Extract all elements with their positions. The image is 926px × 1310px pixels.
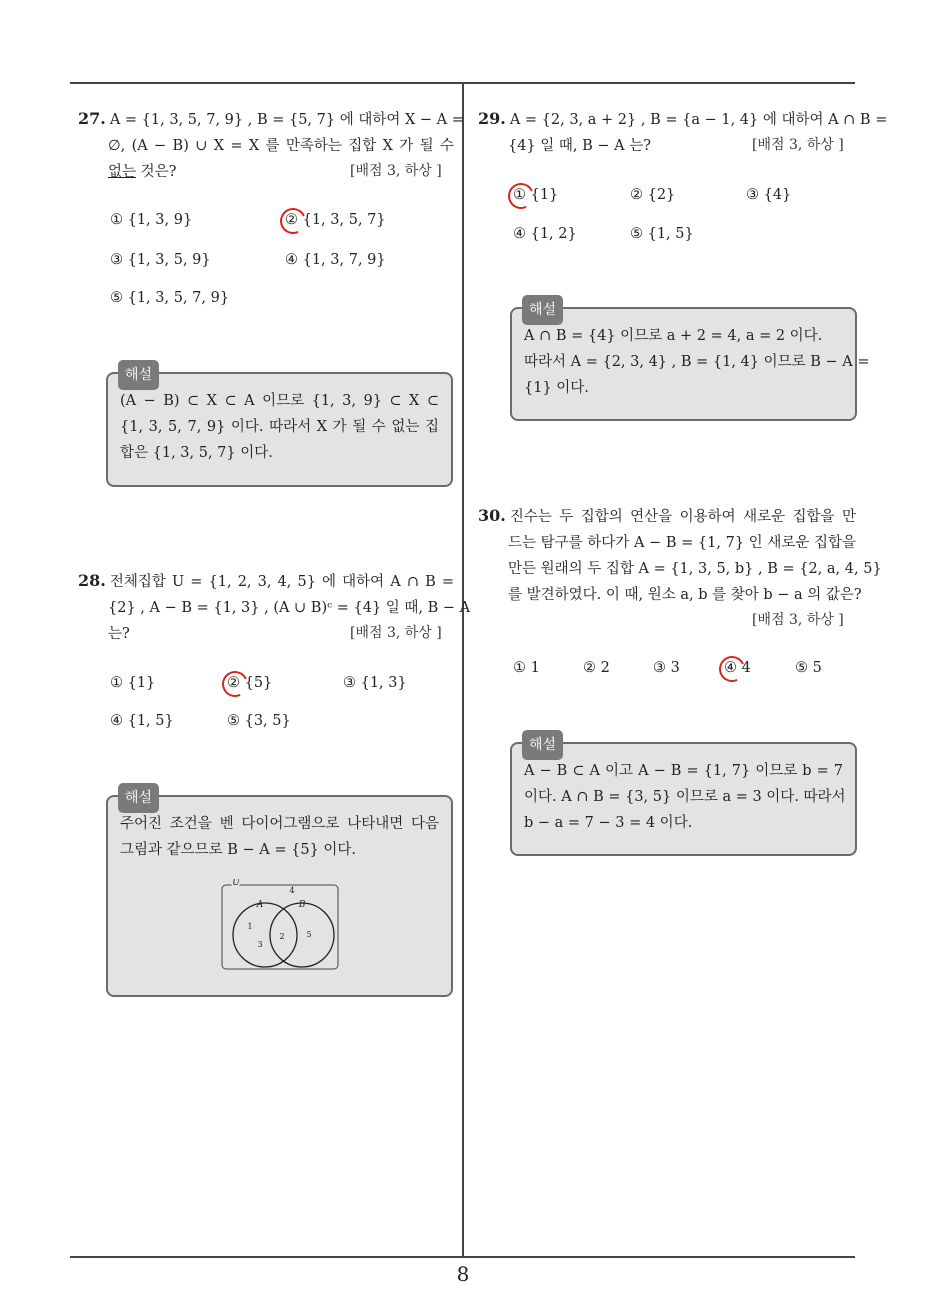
choice-3[interactable]: ③ {1, 3} xyxy=(343,675,407,691)
venn-label-B: B xyxy=(298,900,306,910)
solution-box xyxy=(106,367,453,487)
choice-1[interactable]: ① {1, 3, 9} xyxy=(110,212,193,228)
venn-value-a-only: 1 xyxy=(247,922,253,931)
solution-line: (A − B) ⊂ X ⊂ A 이므로 {1, 3, 9} ⊂ X ⊂ xyxy=(120,393,439,409)
choice-2[interactable]: ② {5} xyxy=(227,675,272,691)
venn-value-intersection: 2 xyxy=(279,932,285,941)
venn-diagram xyxy=(220,879,342,971)
answer-circle-icon xyxy=(218,667,251,700)
choice-4[interactable]: ④ {1, 3, 7, 9} xyxy=(285,252,386,268)
choice-5[interactable]: ⑤ {1, 5} xyxy=(630,226,694,242)
choice-4[interactable]: ④ {1, 2} xyxy=(513,226,577,242)
solution-line: {1, 3, 5, 7, 9} 이다. 따라서 X 가 될 수 없는 집 xyxy=(120,419,439,435)
center-divider xyxy=(462,82,464,1257)
question-number: 29. xyxy=(478,109,506,128)
question-line: 것은? xyxy=(136,164,177,180)
choice-4[interactable]: ④ {1, 5} xyxy=(110,713,174,729)
solution-line: A ∩ B = {4} 이므로 a + 2 = 4, a = 2 이다. xyxy=(524,328,823,344)
question-line: A = {1, 3, 5, 7, 9} , B = {5, 7} 에 대하여 X − A = xyxy=(109,112,464,128)
question-line: A = {2, 3, a + 2} , B = {a − 1, 4} 에 대하여 A ∩ B = xyxy=(509,112,888,128)
venn-value-outside: 4 xyxy=(289,886,295,895)
solution-line: 이다. A ∩ B = {3, 5} 이므로 a = 3 이다. 따라서 xyxy=(524,789,846,805)
solution-line: 합은 {1, 3, 5, 7} 이다. xyxy=(120,445,273,461)
question-30 xyxy=(478,503,882,608)
solution-box xyxy=(510,737,857,856)
answer-circle-icon xyxy=(276,204,309,237)
choice-3[interactable]: ③ 3 xyxy=(653,660,680,676)
question-line: 를 발견하였다. 이 때, 원소 a, b 를 찾아 b − a 의 값은? xyxy=(508,587,862,603)
choice-5[interactable]: ⑤ {1, 3, 5, 7, 9} xyxy=(110,290,230,306)
bottom-rule xyxy=(70,1256,855,1258)
solution-tag: 해설 xyxy=(522,730,563,760)
solution-line: 그림과 같으므로 B − A = {5} 이다. xyxy=(120,842,357,858)
score-meta: [배점 3, 하상 ] xyxy=(350,163,442,179)
page-number: 8 xyxy=(456,1262,470,1286)
choice-4[interactable]: ④ 4 xyxy=(724,660,751,676)
choice-1[interactable]: ① {1} xyxy=(513,187,558,203)
score-meta: [배점 3, 하상 ] xyxy=(350,625,442,641)
venn-value-b-only: 5 xyxy=(306,930,312,939)
solution-box xyxy=(106,790,453,997)
question-line: 드는 탐구를 하다가 A − B = {1, 7} 인 새로운 집합을 xyxy=(508,535,856,551)
choice-2[interactable]: ② {1, 3, 5, 7} xyxy=(285,212,386,228)
solution-tag: 해설 xyxy=(522,295,563,325)
question-line: {4} 일 때, B − A 는? xyxy=(508,138,652,154)
question-line: 만든 원래의 두 집합 A = {1, 3, 5, b} , B = {2, a, 4, 5} xyxy=(508,561,882,577)
choice-1[interactable]: ① 1 xyxy=(513,660,540,676)
question-line: 전체집합 U = {1, 2, 3, 4, 5} 에 대하여 A ∩ B = xyxy=(109,574,454,590)
choice-5[interactable]: ⑤ 5 xyxy=(795,660,822,676)
question-line: 는? xyxy=(108,626,130,642)
question-emphasis: 없는 xyxy=(108,164,137,180)
choice-2[interactable]: ② 2 xyxy=(583,660,610,676)
question-number: 27. xyxy=(78,109,106,128)
solution-line: A − B ⊂ A 이고 A − B = {1, 7} 이므로 b = 7 xyxy=(524,763,843,779)
solution-line: b − a = 7 − 3 = 4 이다. xyxy=(524,815,693,831)
solution-line: 주어진 조건을 벤 다이어그램으로 나타내면 다음 xyxy=(120,816,439,832)
question-number: 30. xyxy=(478,506,506,525)
solution-tag: 해설 xyxy=(118,360,159,390)
question-line: 진수는 두 집합의 연산을 이용하여 새로운 집합을 만 xyxy=(509,509,856,525)
score-meta: [배점 3, 하상 ] xyxy=(752,137,844,153)
question-line: {2} , A − B = {1, 3} , (A ∪ B)ᶜ = {4} 일 때, B − A xyxy=(108,600,471,616)
venn-label-U: U xyxy=(232,879,240,888)
solution-line: {1} 이다. xyxy=(524,380,589,396)
choice-3[interactable]: ③ {4} xyxy=(746,187,792,203)
answer-circle-icon xyxy=(504,179,537,212)
venn-value-a-only: 3 xyxy=(257,940,263,949)
question-line: ∅, (A − B) ∪ X = X 를 만족하는 집합 X 가 될 수 xyxy=(108,138,454,154)
choice-2[interactable]: ② {2} xyxy=(630,187,676,203)
question-number: 28. xyxy=(78,571,106,590)
solution-box xyxy=(510,302,870,421)
solution-line: 따라서 A = {2, 3, 4} , B = {1, 4} 이므로 B − A = xyxy=(524,354,870,370)
choice-5[interactable]: ⑤ {3, 5} xyxy=(227,713,291,729)
score-meta: [배점 3, 하상 ] xyxy=(752,612,844,628)
solution-tag: 해설 xyxy=(118,783,159,813)
choice-1[interactable]: ① {1} xyxy=(110,675,156,691)
answer-circle-icon xyxy=(715,652,748,685)
choice-3[interactable]: ③ {1, 3, 5, 9} xyxy=(110,252,211,268)
venn-label-A: A xyxy=(256,900,264,910)
